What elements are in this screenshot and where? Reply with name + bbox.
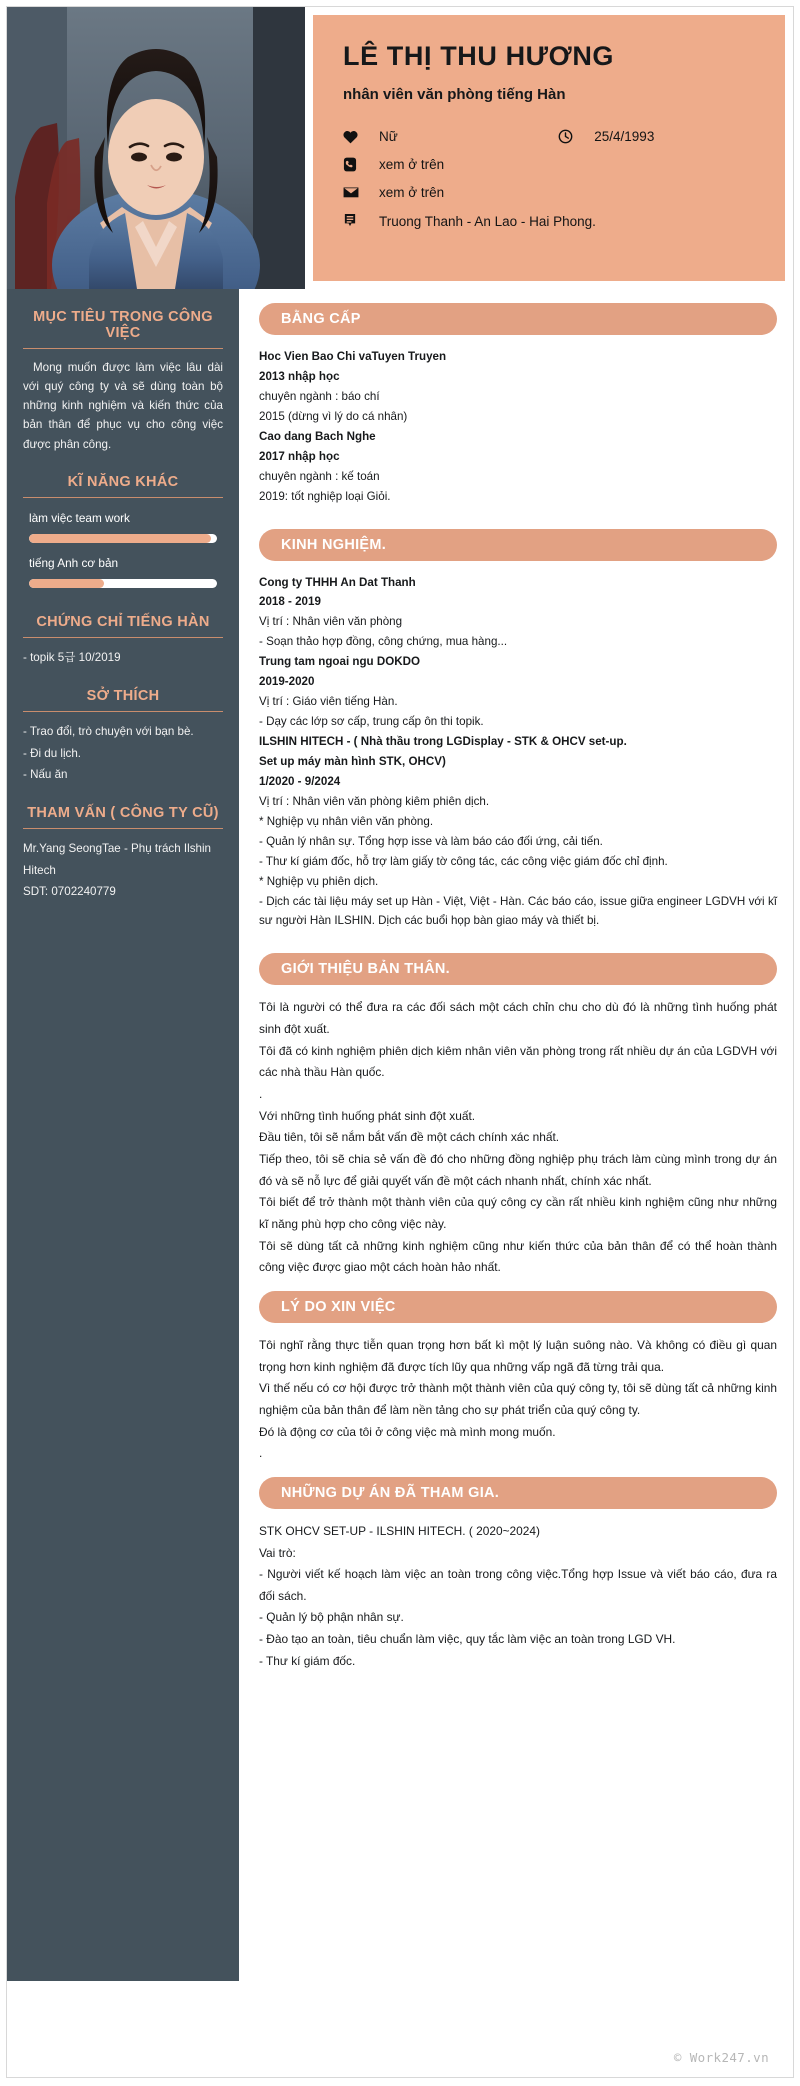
contact-row-address bbox=[343, 213, 757, 229]
text-line: Tôi sẽ dùng tất cả những kinh nghiệm cũng như kiến thức của bản thân để có thể hoàn thành công việc được giao một cách hoàn hảo nhất. bbox=[259, 1238, 777, 1275]
text-line: Đó là động cơ của tôi ở công việc mà mình mong muốn. bbox=[259, 1424, 556, 1439]
divider bbox=[23, 711, 223, 712]
section-projects bbox=[259, 1477, 777, 1673]
text-line: Tôi đã có kinh nghiệm phiên dịch kiêm nhân viên văn phòng trong rất nhiều dự án của LGDVH với các nhà thầu Hàn quốc. bbox=[259, 1043, 777, 1080]
objective-title: MỤC TIÊU TRONG CÔNG VIỆC bbox=[33, 309, 213, 341]
text-line: - Thư kí giám đốc. bbox=[259, 1653, 356, 1668]
text-line: Tôi biết để trở thành một thành viên của quý công cy cần rất nhiều kinh nghiệm cũng như những kĩ năng phù hợp cho công việc này. bbox=[259, 1195, 777, 1231]
about-paragraphs bbox=[259, 997, 777, 1279]
text-line: 2017 nhập học bbox=[259, 449, 340, 463]
text-line: STK OHCV SET-UP - ILSHIN HITECH. ( 2020~2024) bbox=[259, 1523, 540, 1538]
hobbies-lines bbox=[23, 721, 223, 785]
reason-title: LÝ DO XIN VIỆC bbox=[259, 1291, 777, 1323]
address-field bbox=[343, 213, 596, 229]
skill-bar-fill bbox=[29, 579, 104, 588]
education-title: BẰNG CẤP bbox=[259, 303, 777, 335]
certificate-title: CHỨNG CHỈ TIẾNG HÀN bbox=[36, 613, 210, 630]
contact-info-grid bbox=[343, 129, 757, 229]
text-line: * Nghiệp vụ phiên dịch. bbox=[259, 874, 379, 888]
text-line: Mr.Yang SeongTae - Phụ trách Ilshin Hitech bbox=[23, 842, 211, 877]
text-line: - Người viết kế hoạch làm việc an toàn trong công việc.Tổng hợp Issue và viết báo cáo, đưa ra đối sách. bbox=[259, 1567, 777, 1603]
contact-row-gender-birthday bbox=[343, 129, 757, 144]
section-experience bbox=[259, 529, 777, 932]
divider bbox=[23, 637, 223, 638]
education-lines bbox=[259, 347, 777, 507]
spacer bbox=[23, 454, 223, 468]
spacer bbox=[259, 1279, 777, 1291]
portrait-image bbox=[7, 7, 305, 289]
text-line: . bbox=[259, 1446, 263, 1461]
sidebar-section-hobbies bbox=[23, 682, 223, 785]
text-line: Vị trí : Nhân viên văn phòng bbox=[259, 615, 403, 629]
sidebar-section-certificate bbox=[23, 608, 223, 668]
skill-bar bbox=[29, 579, 217, 588]
main-column bbox=[239, 289, 793, 1981]
text-line: - Đi du lịch. bbox=[23, 746, 81, 760]
skill-label: tiếng Anh cơ bản bbox=[29, 555, 119, 570]
reference-title: THAM VẤN ( CÔNG TY CŨ) bbox=[27, 805, 219, 822]
text-line: Cao dang Bach Nghe bbox=[259, 429, 376, 443]
text-line: Trung tam ngoai ngu DOKDO bbox=[259, 655, 421, 669]
text-line: - Dịch các tài liệu máy set up Hàn - Việt, Việt - Hàn. Các báo cáo, issue giữa engineer LGDVH với kĩ sư người Hàn ILSHIN. Dịch các buổi họp bàn giao máy và thiết bị. bbox=[259, 894, 777, 928]
divider bbox=[23, 828, 223, 829]
text-line: Đầu tiên, tôi sẽ nắm bắt vấn đề một cách chính xác nhất. bbox=[259, 1130, 560, 1145]
text-line: Vai trò: bbox=[259, 1545, 296, 1560]
text-line: Với những tình huống phát sinh đột xuất. bbox=[259, 1108, 476, 1123]
projects-lines bbox=[259, 1521, 777, 1673]
text-line: Tôi là người có thể đưa ra các đối sách một cách chỉn chu cho dù đó là những tình huống phát sinh đột xuất. bbox=[259, 1000, 777, 1037]
gender-value: Nữ bbox=[379, 129, 398, 145]
text-line: chuyên ngành : báo chí bbox=[259, 389, 380, 403]
hobbies-title: SỞ THÍCH bbox=[86, 688, 160, 705]
phone-field bbox=[343, 157, 444, 172]
text-line: . bbox=[259, 1087, 263, 1101]
text-line: Tôi nghĩ rằng thực tiễn quan trọng hơn bất kì một lý luận suông nào. Và không có điều gì quan trọng hơn kinh nghiệm đã được tích lũy qua những vấp ngã đã từng trải qua. bbox=[259, 1337, 777, 1374]
cv-body bbox=[7, 289, 793, 1981]
reference-lines bbox=[23, 838, 223, 902]
text-line: 2015 (dừng vì lý do cá nhân) bbox=[259, 409, 408, 423]
birthday-field bbox=[558, 129, 654, 144]
gender-field bbox=[343, 129, 558, 144]
text-line: 2013 nhập học bbox=[259, 369, 340, 383]
divider bbox=[23, 348, 223, 349]
text-line: - topik 5급 10/2019 bbox=[23, 650, 121, 664]
header-info-card bbox=[313, 15, 785, 281]
certificate-lines bbox=[23, 647, 223, 668]
spacer bbox=[259, 507, 777, 529]
sidebar-section-objective bbox=[23, 303, 223, 454]
text-line: Vị trí : Nhân viên văn phòng kiêm phiên dịch. bbox=[259, 794, 490, 808]
email-value: xem ở trên bbox=[379, 185, 445, 201]
divider bbox=[23, 497, 223, 498]
skill-item bbox=[23, 556, 223, 588]
clock-icon bbox=[558, 129, 580, 144]
birthday-value: 25/4/1993 bbox=[594, 129, 655, 145]
text-line: Cong ty THHH An Dat Thanh bbox=[259, 575, 416, 589]
envelope-icon bbox=[343, 186, 365, 199]
reason-paragraphs bbox=[259, 1335, 777, 1465]
text-line: 2019-2020 bbox=[259, 675, 315, 689]
text-line: - Soạn thảo hợp đồng, công chứng, mua hàng... bbox=[259, 635, 508, 649]
contact-row-phone bbox=[343, 157, 757, 172]
projects-title: NHỮNG DỰ ÁN ĐÃ THAM GIA. bbox=[259, 1477, 777, 1509]
section-about bbox=[259, 953, 777, 1279]
spacer bbox=[259, 1465, 777, 1477]
text-line: Tiếp theo, tôi sẽ chia sẻ vấn đề đó cho những đồng nghiệp phụ trách làm cùng mình trong dự án đó và sẽ nỗ lực để giải quyết vấn đề một cách nhanh nhất, chính xác nhất. bbox=[259, 1151, 777, 1188]
text-line: - Dạy các lớp sơ cấp, trung cấp ôn thi topik. bbox=[259, 715, 484, 729]
text-line: 2019: tốt nghiệp loại Giỏi. bbox=[259, 489, 391, 503]
text-line: - Quản lý nhân sự. Tổng hợp isse và làm báo cáo đối ứng, cải tiến. bbox=[259, 834, 603, 848]
skill-label: làm việc team work bbox=[29, 510, 130, 525]
experience-title: KINH NGHIỆM. bbox=[259, 529, 777, 561]
about-title: GIỚI THIỆU BẢN THÂN. bbox=[259, 953, 777, 985]
text-line: Set up máy màn hình STK, OHCV) bbox=[259, 754, 446, 768]
contact-row-email bbox=[343, 185, 757, 200]
sidebar bbox=[7, 289, 239, 1981]
text-line: - Nấu ăn bbox=[23, 767, 68, 781]
cv-sheet bbox=[6, 6, 794, 2078]
footer bbox=[7, 1981, 793, 2077]
skills-title: KĨ NĂNG KHÁC bbox=[67, 473, 179, 490]
text-line: Vì thế nếu có cơ hội được trở thành một thành viên của quý công ty, tôi sẽ dùng tất cả những kinh nghiệm của bản thân để làm nền tảng cho sự phát triển của quý công ty. bbox=[259, 1381, 777, 1417]
address-value: Truong Thanh - An Lao - Hai Phong. bbox=[379, 213, 596, 229]
spacer bbox=[23, 668, 223, 682]
phone-icon bbox=[343, 157, 365, 172]
section-reason bbox=[259, 1291, 777, 1465]
profile-photo bbox=[7, 7, 305, 289]
text-line: - Đào tạo an toàn, tiêu chuẩn làm việc, quy tắc làm việc an toàn trong LGD VH. bbox=[259, 1632, 676, 1647]
text-line: chuyên ngành : kế toán bbox=[259, 469, 380, 483]
text-line: - Quản lý bộ phận nhân sự. bbox=[259, 1610, 404, 1625]
text-line: ILSHIN HITECH - ( Nhà thầu trong LGDisplay - STK & OHCV set-up. bbox=[259, 735, 627, 748]
location-icon bbox=[343, 213, 365, 229]
sidebar-section-skills bbox=[23, 468, 223, 588]
skill-item bbox=[23, 511, 223, 543]
phone-value: xem ở trên bbox=[379, 157, 445, 173]
job-title: nhân viên văn phòng tiếng Hàn bbox=[343, 86, 566, 104]
sidebar-section-reference bbox=[23, 799, 223, 902]
text-line: SDT: 0702240779 bbox=[23, 885, 116, 899]
spacer bbox=[23, 785, 223, 799]
text-line: Hoc Vien Bao Chi vaTuyen Truyen bbox=[259, 350, 447, 363]
text-line: * Nghiệp vụ nhân viên văn phòng. bbox=[259, 814, 434, 828]
page-title: LÊ THỊ THU HƯƠNG bbox=[343, 41, 615, 71]
heart-icon bbox=[343, 130, 365, 144]
text-line: Vị trí : Giáo viên tiếng Hàn. bbox=[259, 695, 398, 709]
text-line: 2018 - 2019 bbox=[259, 595, 321, 609]
section-education bbox=[259, 303, 777, 507]
spacer bbox=[259, 931, 777, 953]
cv-header-band bbox=[7, 7, 793, 289]
skill-bar-fill bbox=[29, 534, 211, 543]
text-line: 1/2020 - 9/2024 bbox=[259, 774, 341, 788]
experience-lines bbox=[259, 573, 777, 932]
watermark: © Work247.vn bbox=[673, 2050, 769, 2065]
email-field bbox=[343, 185, 444, 200]
spacer bbox=[23, 588, 223, 608]
text-line: - Thư kí giám đốc, hỗ trợ làm giấy tờ công tác, các công việc giám đốc chỉ định. bbox=[259, 854, 668, 868]
objective-text: Mong muốn được làm việc lâu dài với quý công ty và sẽ dùng toàn bộ những kinh nghiệm và kiến thức của bản thân để phục vụ cho công việc được phân công. bbox=[23, 361, 223, 451]
text-line: - Trao đổi, trò chuyện với bạn bè. bbox=[23, 725, 194, 739]
skill-bar bbox=[29, 534, 217, 543]
